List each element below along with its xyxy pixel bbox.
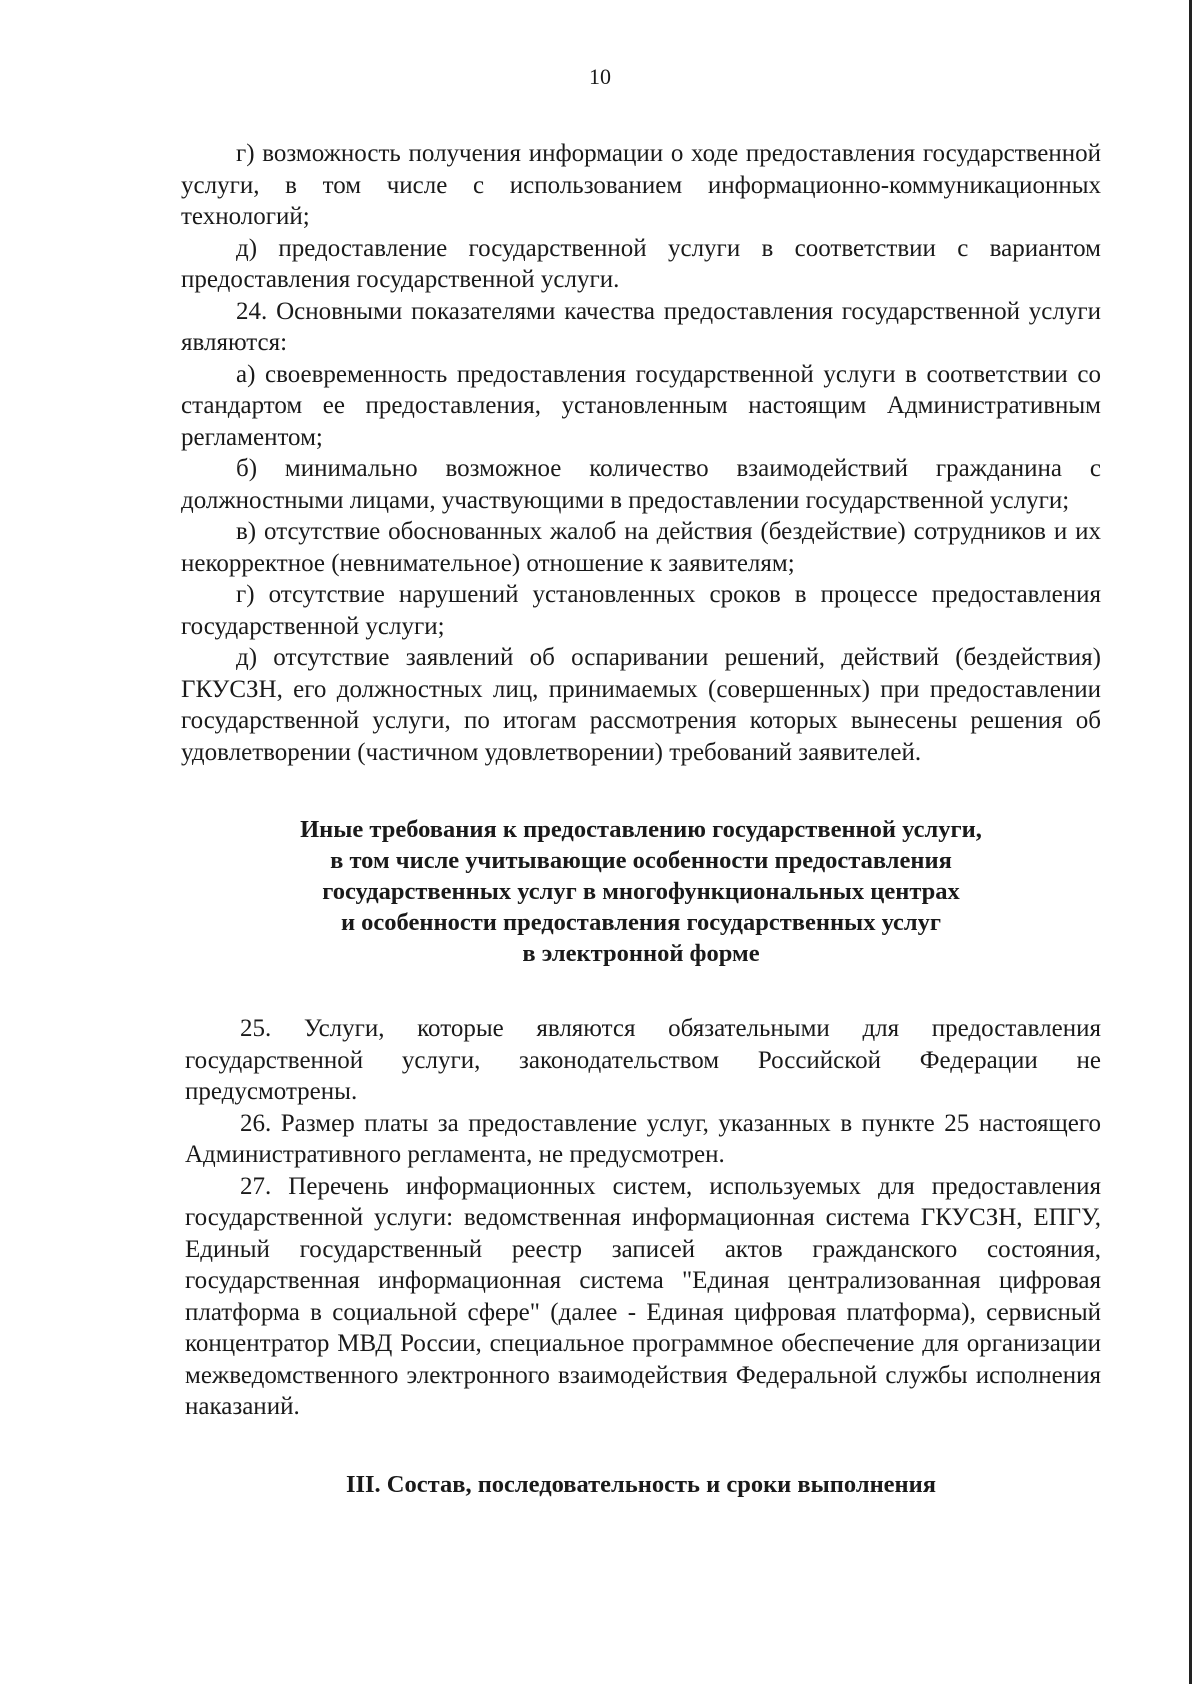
- paragraph-v-no-complaints: в) отсутствие обоснованных жалоб на действия (бездействие) сотрудников и их некорректное (невнимательное) отношение к заявителям;: [181, 518, 1101, 577]
- paragraph-25-mandatory-services: 25. Услуги, которые являются обязательными для предоставления государственной услуги, законодательством Российской Федерации не предусмотрены.: [185, 1015, 1101, 1105]
- section-bottom-paragraphs: [185, 1013, 1101, 1423]
- paragraph-b-min-interactions: б) минимально возможное количество взаимодействий гражданина с должностными лицами, участвующими в предоставлении государственной услуги;: [181, 455, 1101, 514]
- heading-line: в том числе учитывающие особенности предоставления: [330, 847, 952, 874]
- paragraph-a-timeliness: а) своевременность предоставления государственной услуги в соответствии со стандартом ее предоставления, установленным настоящим Административным регламентом;: [181, 360, 1101, 451]
- paragraph-d-variant: д) предоставление государственной услуги в соответствии с вариантом предоставления государственной услуги.: [181, 234, 1101, 293]
- paragraph-26-fee: 26. Размер платы за предоставление услуг, указанных в пункте 25 настоящего Административного регламента, не предусмотрен.: [185, 1109, 1101, 1168]
- heading-line: Иные требования к предоставлению государственной услуги,: [300, 816, 982, 843]
- paragraph-g-no-deadline-violations: г) отсутствие нарушений установленных сроков в процессе предоставления государственной услуги;: [181, 581, 1101, 640]
- page-edge-line: [1189, 0, 1192, 1684]
- heading-section-3: III. Состав, последовательность и сроки выполнения: [345, 1470, 937, 1498]
- heading-other-requirements: [181, 814, 1101, 969]
- heading-line: государственных услуг в многофункциональных центрах: [322, 878, 960, 905]
- paragraph-g-info-access: г) возможность получения информации о ходе предоставления государственной услуги, в том числе с использованием информационно-коммуникационных технологий;: [181, 140, 1101, 230]
- paragraph-d-no-disputes: д) отсутствие заявлений об оспаривании решений, действий (бездействия) ГКУСЗН, его должностных лиц, принимаемых (совершенных) при предоставлении государственной услуги, по итогам рассмотрения которых вынесены решения об удовлетворении (частичном удовлетворении) требований заявителей.: [181, 644, 1101, 766]
- page-number: 10: [589, 64, 611, 89]
- heading-line: и особенности предоставления государственных услуг: [340, 909, 942, 936]
- document-body: [181, 138, 1101, 1500]
- heading-line: в электронной форме: [522, 940, 760, 967]
- paragraph-24-quality-indicators: 24. Основными показателями качества предоставления государственной услуги являются:: [181, 297, 1101, 356]
- paragraph-27-information-systems: 27. Перечень информационных систем, используемых для предоставления государственной услуги: ведомственная информационная система ГКУСЗН, ЕПГУ, Единый государственный реестр записей актов гражданского состояния, государственная информационная система "Единая централизованная цифровая платформа в социальной сфере" (далее - Единая цифровая платформа), сервисный концентратор МВД России, специальное программное обеспечение для организации межведомственного электронного взаимодействия Федеральной службы исполнения наказаний.: [185, 1172, 1101, 1420]
